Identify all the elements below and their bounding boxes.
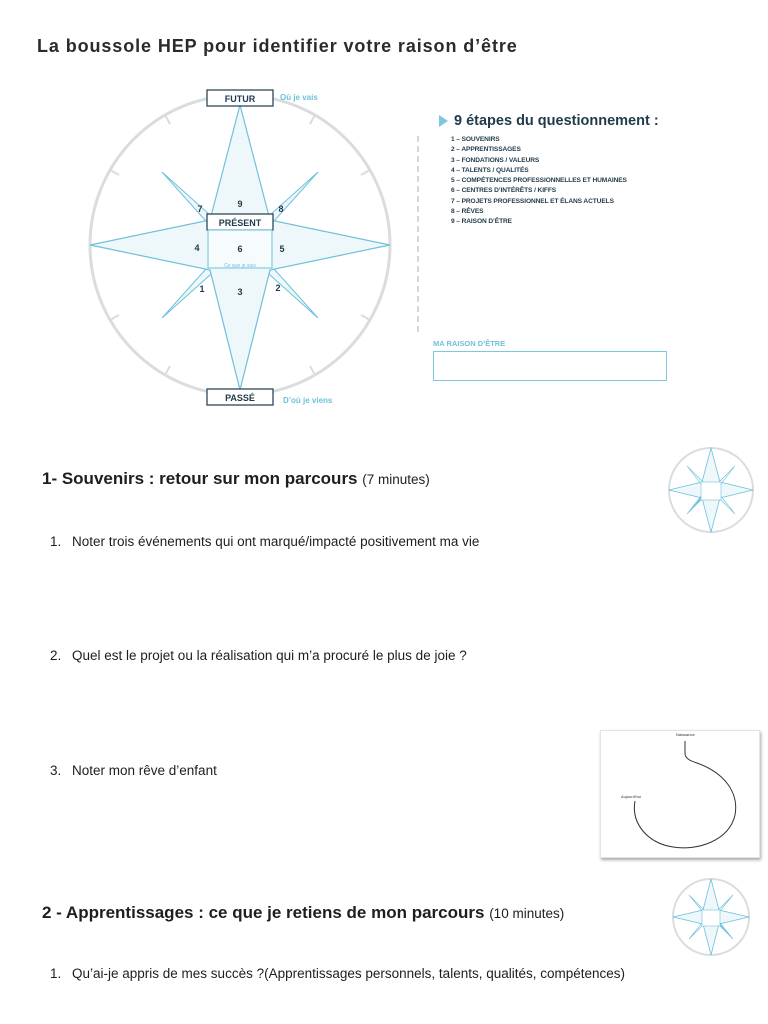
question-number: 1. [50,966,62,981]
step-number-3: 3 [237,287,243,297]
triangle-icon [439,115,448,127]
step-number-5: 5 [279,244,285,254]
panel-divider [417,136,419,332]
section2-question-1 [50,966,625,981]
present-label: PRÉSENT [218,218,262,228]
mini-compass-2 [668,874,754,960]
question-number: 3. [50,763,62,778]
spiral-start-label: Naissance [676,732,695,737]
step-item: 9 – RAISON D’ÊTRE [451,218,512,226]
question-number: 1. [50,534,62,549]
step-number-9: 9 [237,199,243,209]
section1-title [42,469,430,489]
section2-duration: (10 minutes) [489,906,565,921]
step-item: 8 – RÊVES [451,208,484,216]
step-item: 4 – TALENTS / QUALITÉS [451,166,529,174]
step-number-4: 4 [194,243,200,253]
question-text: Noter mon rêve d’enfant [72,763,217,778]
step-number-6: 6 [237,244,243,254]
steps-heading-text: 9 étapes du questionnement : [454,113,659,129]
step-item: 2 – APPRENTISSAGES [451,146,521,154]
compass-diagram [70,80,410,415]
futur-label: FUTUR [224,94,256,104]
raison-label: MA RAISON D’ÊTRE [433,339,506,348]
futur-note: Où je vais [280,93,318,102]
passe-note: D’où je viens [283,396,333,405]
steps-heading [433,113,693,129]
section1-duration: (7 minutes) [362,472,430,487]
page-title: La boussole HEP pour identifier votre raison d’être [37,36,518,56]
compass-svg [70,80,410,415]
passe-label: PASSÉ [225,393,255,403]
step-item: 5 – COMPÉTENCES PROFESSIONNELLES ET HUMAINES [451,177,627,185]
steps-list [451,135,693,228]
step-number-8: 8 [278,204,284,214]
section1-question-2 [50,648,467,663]
mini-compass-1 [665,442,757,538]
question-number: 2. [50,648,62,663]
step-number-1: 1 [199,284,205,294]
section2-title [42,903,564,923]
step-number-2: 2 [275,283,281,293]
life-spiral-card [600,730,760,858]
center-note: Ce que je suis [224,263,256,269]
question-text: Noter trois événements qui ont marqué/impacté positivement ma vie [72,534,480,549]
raison-field[interactable] [433,351,667,381]
step-number-7: 7 [197,204,203,214]
step-item: 1 – SOUVENIRS [451,136,500,143]
spiral-end-label: Aujourd'hui [621,794,641,799]
section2-title-text: 2 - Apprentissages : ce que je retiens de mon parcours [42,903,485,922]
step-item: 7 – PROJETS PROFESSIONNEL ET ÉLANS ACTUELS [451,197,614,205]
step-item: 3 – FONDATIONS / VALEURS [451,156,540,164]
question-text: Qu’ai-je appris de mes succès ?(Apprentissages personnels, talents, qualités, compétences) [72,966,626,981]
question-text: Quel est le projet ou la réalisation qui m’a procuré le plus de joie ? [72,648,467,663]
steps-panel [433,113,693,228]
section1-question-3 [50,763,217,778]
step-item: 6 – CENTRES D’INTÉRÊTS / KIFFS [451,187,557,195]
section1-question-1 [50,534,479,549]
section1-title-text: 1- Souvenirs : retour sur mon parcours [42,469,358,488]
